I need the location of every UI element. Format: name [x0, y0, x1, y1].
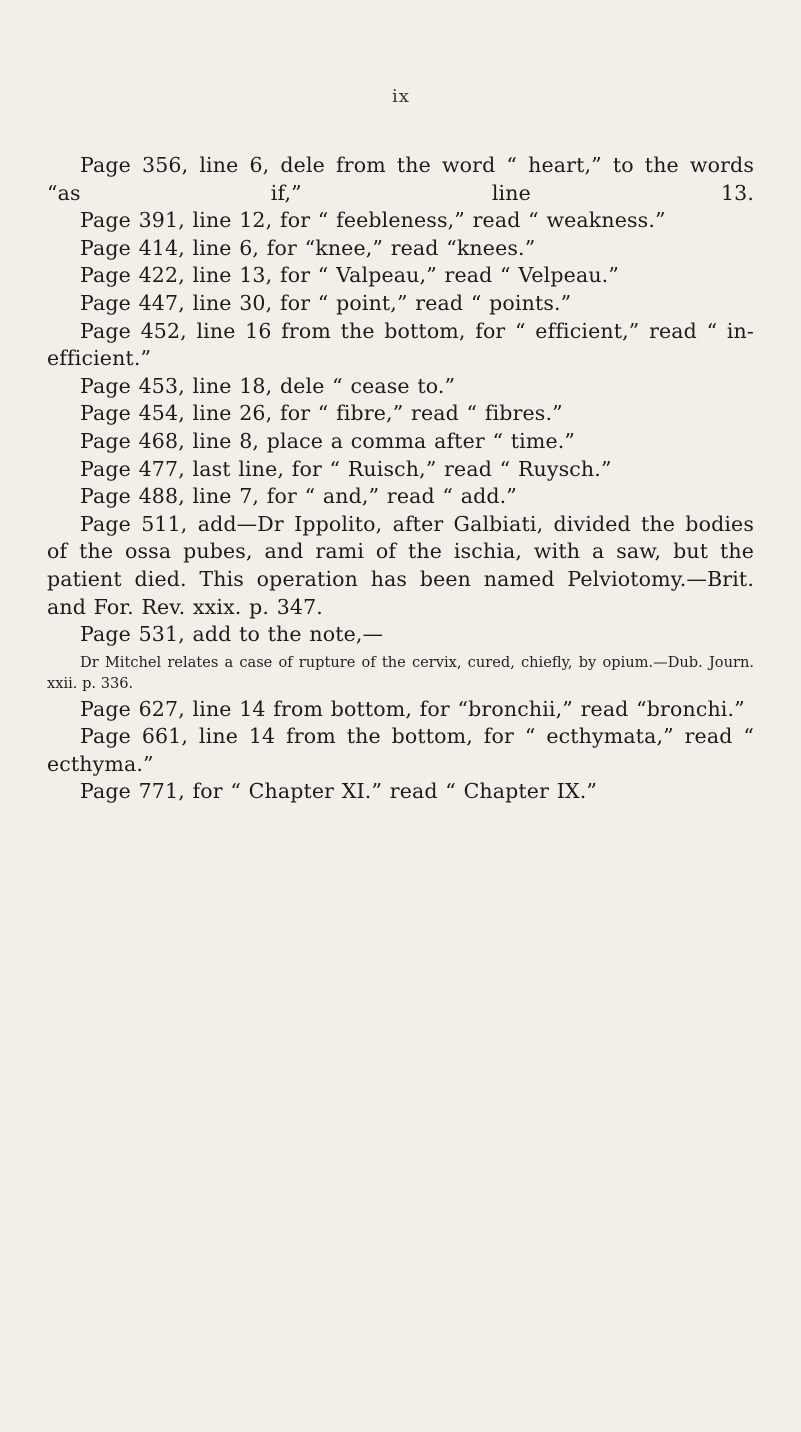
- errata-entry-391: Page 391, line 12, for “ feebleness,” read “ weakness.”: [80, 208, 666, 233]
- errata-entry-422: Page 422, line 13, for “ Valpeau,” read “ Velpeau.”: [80, 263, 619, 288]
- page-number: ix: [392, 86, 410, 107]
- errata-entry-454: Page 454, line 26, for “ fibre,” read “ fibres.”: [80, 401, 563, 426]
- errata-entry-414: Page 414, line 6, for “knee,” read “knees.”: [80, 235, 536, 260]
- errata-list: [47, 152, 754, 806]
- errata-entry-453: Page 453, line 18, dele “ cease to.”: [80, 373, 456, 398]
- errata-entry-452: Page 452, line 16 from the bottom, for “ efficient,” read “ in-efficient.”: [47, 318, 754, 371]
- errata-entry-661: Page 661, line 14 from the bottom, for “ ecthymata,” read “ ecthyma.”: [47, 724, 754, 776]
- errata-entry-477: Page 477, last line, for “ Ruisch,” read “ Ruysch.”: [80, 456, 612, 481]
- errata-entry-356: Page 356, line 6, dele from the word “ heart,” to the words “as if,” line 13.: [47, 153, 754, 205]
- errata-entry-531: Page 531, add to the note,—: [80, 622, 384, 647]
- errata-entry-468: Page 468, line 8, place a comma after “ time.”: [80, 428, 576, 453]
- errata-entry-447: Page 447, line 30, for “ point,” read “ points.”: [80, 290, 572, 315]
- errata-note-531: Dr Mitchel relates a case of rupture of the cervix, cured, chiefly, by opium.—Dub. Journ. xxii. p. 336.: [47, 653, 754, 692]
- errata-entry-627: Page 627, line 14 from bottom, for “bronchii,” read “bronchi.”: [80, 696, 745, 721]
- errata-entry-771: Page 771, for “ Chapter XI.” read “ Chapter IX.”: [80, 779, 597, 804]
- errata-entry-511: Page 511, add—Dr Ippolito, after Galbiati, divided the bodies of the ossa pubes, and rami of the ischia, with a saw, but the patient died. This operation has been named Pelviotomy.—Brit. and For. Rev. xxix. p. 347.: [47, 511, 754, 619]
- errata-entry-488: Page 488, line 7, for “ and,” read “ add.”: [80, 484, 517, 509]
